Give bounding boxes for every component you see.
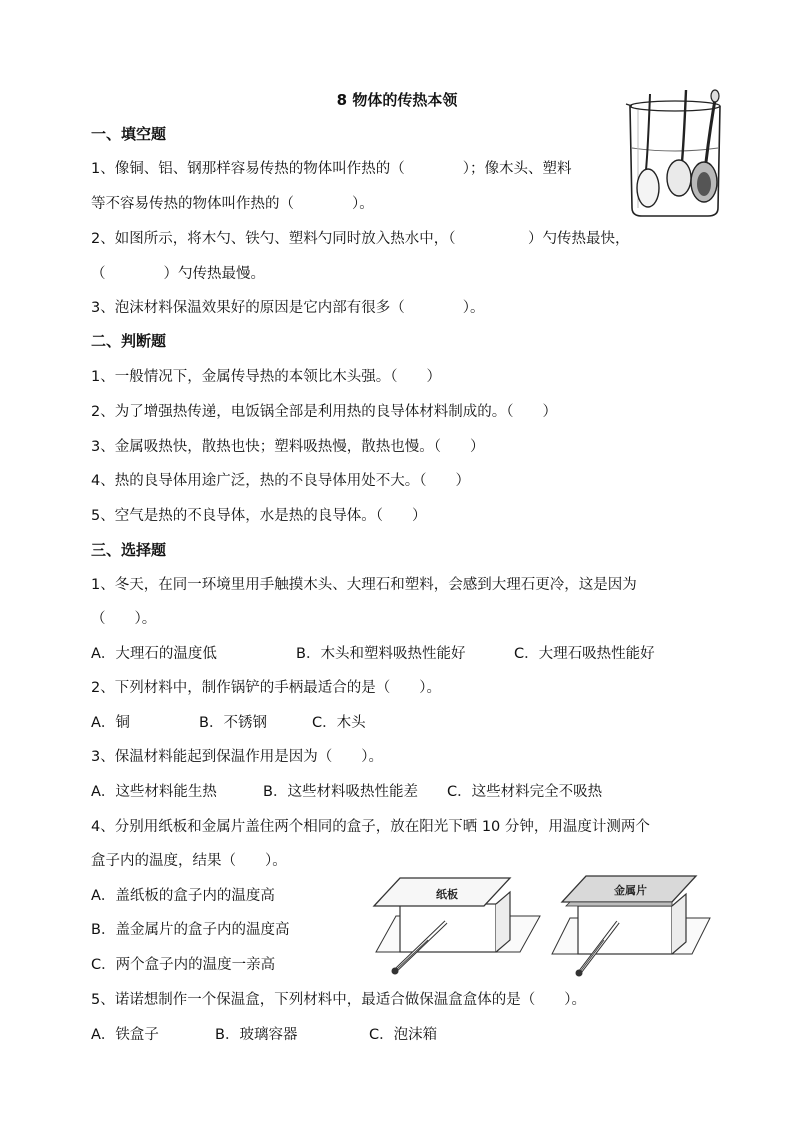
beaker-spoons-figure	[618, 88, 730, 220]
page-title: 8 物体的传热本领	[336, 91, 458, 109]
choice-q1-line2: （ ）。	[91, 611, 157, 627]
fill-q2-line1: 2、如图所示，将木勺、铁勺、塑料勺同时放入热水中，（ ）勺传热最快，	[91, 231, 630, 247]
choice-q2-option-c[interactable]: C．木头	[312, 715, 366, 731]
choice-q2-option-b[interactable]: B．不锈钢	[199, 715, 267, 731]
choice-q2-option-a[interactable]: A．铜	[91, 715, 130, 731]
choice-q4-option-b[interactable]: B．盖金属片的盒子内的温度高	[91, 922, 290, 938]
choice-q4-option-c[interactable]: C．两个盒子内的温度一亲高	[91, 957, 276, 973]
choice-q2: 2、下列材料中，制作锅铲的手柄最适合的是（ ）。	[91, 680, 441, 696]
fill-q1-line1: 1、像铜、铝、钢那样容易传热的物体叫作热的（ ）；像木头、塑料	[91, 161, 572, 177]
choice-q4-line2: 盒子内的温度，结果（ ）。	[91, 853, 287, 869]
choice-q1-options	[91, 644, 655, 664]
fill-q2-line2: （ ）勺传热最慢。	[91, 266, 265, 282]
judge-q4: 4、热的良导体用途广泛，热的不良导体用处不大。（ ）	[91, 473, 470, 489]
choice-q1-option-c[interactable]: C．大理石吸热性能好	[514, 646, 655, 662]
choice-q2-options	[91, 713, 366, 733]
choice-q5-option-a[interactable]: A．铁盒子	[91, 1027, 159, 1043]
choice-q3-option-c[interactable]: C．这些材料完全不吸热	[447, 784, 603, 800]
choice-q5: 5、诺诺想制作一个保温盒，下列材料中，最适合做保温盒盒体的是（ ）。	[91, 992, 586, 1008]
choice-q5-option-c[interactable]: C．泡沫箱	[369, 1027, 438, 1043]
choice-q1-line1: 1、冬天，在同一环境里用手触摸木头、大理石和塑料，会感到大理石更冷，这是因为	[91, 577, 637, 593]
section-heading-choice: 三、选择题	[91, 541, 167, 559]
box-right-label: 金属片	[614, 884, 647, 897]
boxes-thermometers-figure	[370, 872, 712, 982]
choice-q3-option-a[interactable]: A．这些材料能生热	[91, 784, 217, 800]
choice-q5-option-b[interactable]: B．玻璃容器	[215, 1027, 298, 1043]
fill-q1-line2: 等不容易传热的物体叫作热的（ ）。	[91, 196, 374, 212]
choice-q3-options	[91, 782, 602, 802]
box-left-label: 纸板	[436, 888, 458, 901]
judge-q5: 5、空气是热的不良导体，水是热的良导体。（ ）	[91, 508, 427, 524]
choice-q5-options	[91, 1025, 437, 1045]
choice-q4-line1: 4、分别用纸板和金属片盖住两个相同的盒子，放在阳光下晒 10 分钟，用温度计测两个	[91, 819, 650, 835]
section-heading-fill: 一、填空题	[91, 125, 167, 143]
judge-q1: 1、一般情况下，金属传导热的本领比木头强。（ ）	[91, 369, 441, 385]
judge-q3: 3、金属吸热快，散热也快；塑料吸热慢，散热也慢。（ ）	[91, 439, 485, 455]
fill-q3: 3、泡沫材料保温效果好的原因是它内部有很多（ ）。	[91, 300, 485, 316]
choice-q1-option-a[interactable]: A．大理石的温度低	[91, 646, 217, 662]
judge-q2: 2、为了增强热传递，电饭锅全部是利用热的良导体材料制成的。（ ）	[91, 404, 557, 420]
choice-q3-option-b[interactable]: B．这些材料吸热性能差	[263, 784, 418, 800]
choice-q4-option-a[interactable]: A．盖纸板的盒子内的温度高	[91, 888, 275, 904]
choice-q1-option-b[interactable]: B．木头和塑料吸热性能好	[296, 646, 466, 662]
section-heading-judge: 二、判断题	[91, 332, 167, 350]
choice-q3: 3、保温材料能起到保温作用是因为（ ）。	[91, 749, 383, 765]
